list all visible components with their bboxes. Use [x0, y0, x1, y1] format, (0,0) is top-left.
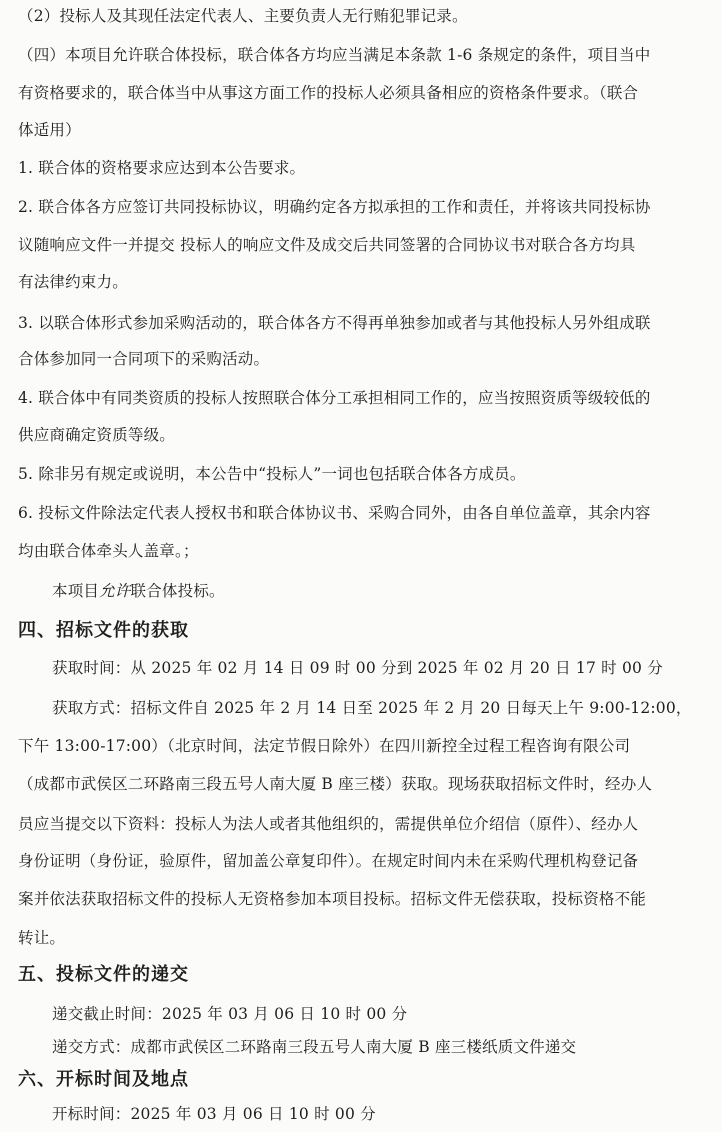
- section4-heading: 四、招标文件的获取: [18, 620, 189, 641]
- text-line: 议随响应文件一并提交 投标人的响应文件及成交后共同签署的合同协议书对联合各方均具: [18, 236, 636, 254]
- text-line: 1. 联合体的资格要求应达到本公告要求。: [18, 159, 306, 177]
- section6-heading: 六、开标时间及地点: [18, 1069, 189, 1090]
- text-line: （四）本项目允许联合体投标，联合体各方均应当满足本条款 1-6 条规定的条件，项目当中: [18, 46, 651, 64]
- text-line: 递交方式：成都市武侯区二环路南三段五号人南大厦 B 座三楼纸质文件递交: [52, 1038, 577, 1056]
- text-line: （成都市武侯区二环路南三段五号人南大厦 B 座三楼）获取。现场获取招标文件时，经办人: [18, 775, 653, 793]
- text-line: 供应商确定资质等级。: [18, 426, 176, 444]
- text-line: 下午 13:00-17:00）（北京时间，法定节假日除外）在四川新控全过程工程咨询有限公司: [18, 737, 631, 755]
- text-line: 员应当提交以下资料：投标人为法人或者其他组织的，需提供单位介绍信（原件）、经办人: [18, 815, 639, 833]
- text-line: 2. 联合体各方应签订共同投标协议，明确约定各方拟承担的工作和责任，并将该共同投标协: [18, 198, 651, 216]
- allow-suffix: 联合体投标。: [130, 582, 225, 600]
- text-line: 4. 联合体中有同类资质的投标人按照联合体分工承担相同工作的，应当按照资质等级较低的: [18, 389, 651, 407]
- text-line: 3. 以联合体形式参加采购活动的，联合体各方不得再单独参加或者与其他投标人另外组成联: [18, 314, 651, 332]
- text-line: 均由联合体牵头人盖章。；: [18, 542, 199, 560]
- text-line: 递交截止时间：2025 年 03 月 06 日 10 时 00 分: [52, 1005, 408, 1023]
- text-line: 开标时间：2025 年 03 月 06 日 10 时 00 分: [52, 1105, 376, 1123]
- text-line: 合体参加同一合同项下的采购活动。: [18, 350, 270, 368]
- text-line: 案并依法获取招标文件的投标人无资格参加本项目投标。招标文件无偿获取，投标资格不能: [18, 890, 647, 908]
- text-line: 6. 投标文件除法定代表人授权书和联合体协议书、采购合同外，由各自单位盖章，其余内容: [18, 504, 651, 522]
- allow-consortium-line: [52, 580, 225, 602]
- text-line: 有法律约束力。: [18, 273, 128, 291]
- text-line: 5. 除非另有规定或说明，本公告中“投标人”一词也包括联合体各方成员。: [18, 465, 526, 483]
- text-line: 有资格要求的，联合体当中从事这方面工作的投标人必须具备相应的资格条件要求。（联合: [18, 84, 639, 102]
- text-line: 体适用）: [18, 121, 81, 139]
- text-line: 转让。: [18, 929, 66, 947]
- allow-word: 允许: [99, 582, 131, 600]
- text-line: （2）投标人及其现任法定代表人、主要负责人无行贿犯罪记录。: [18, 7, 468, 25]
- text-line: 获取方式：招标文件自 2025 年 2 月 14 日至 2025 年 2 月 20 日每天上午 9:00-12:00，: [52, 699, 692, 717]
- allow-prefix: 本项目: [52, 582, 100, 600]
- text-line: 身份证明（身份证，验原件，留加盖公章复印件）。在规定时间内未在采购代理机构登记备: [18, 852, 639, 870]
- text-line: 获取时间：从 2025 年 02 月 14 日 09 时 00 分到 2025 年 02 月 20 日 17 时 00 分: [52, 659, 663, 677]
- section5-heading: 五、投标文件的递交: [18, 964, 189, 985]
